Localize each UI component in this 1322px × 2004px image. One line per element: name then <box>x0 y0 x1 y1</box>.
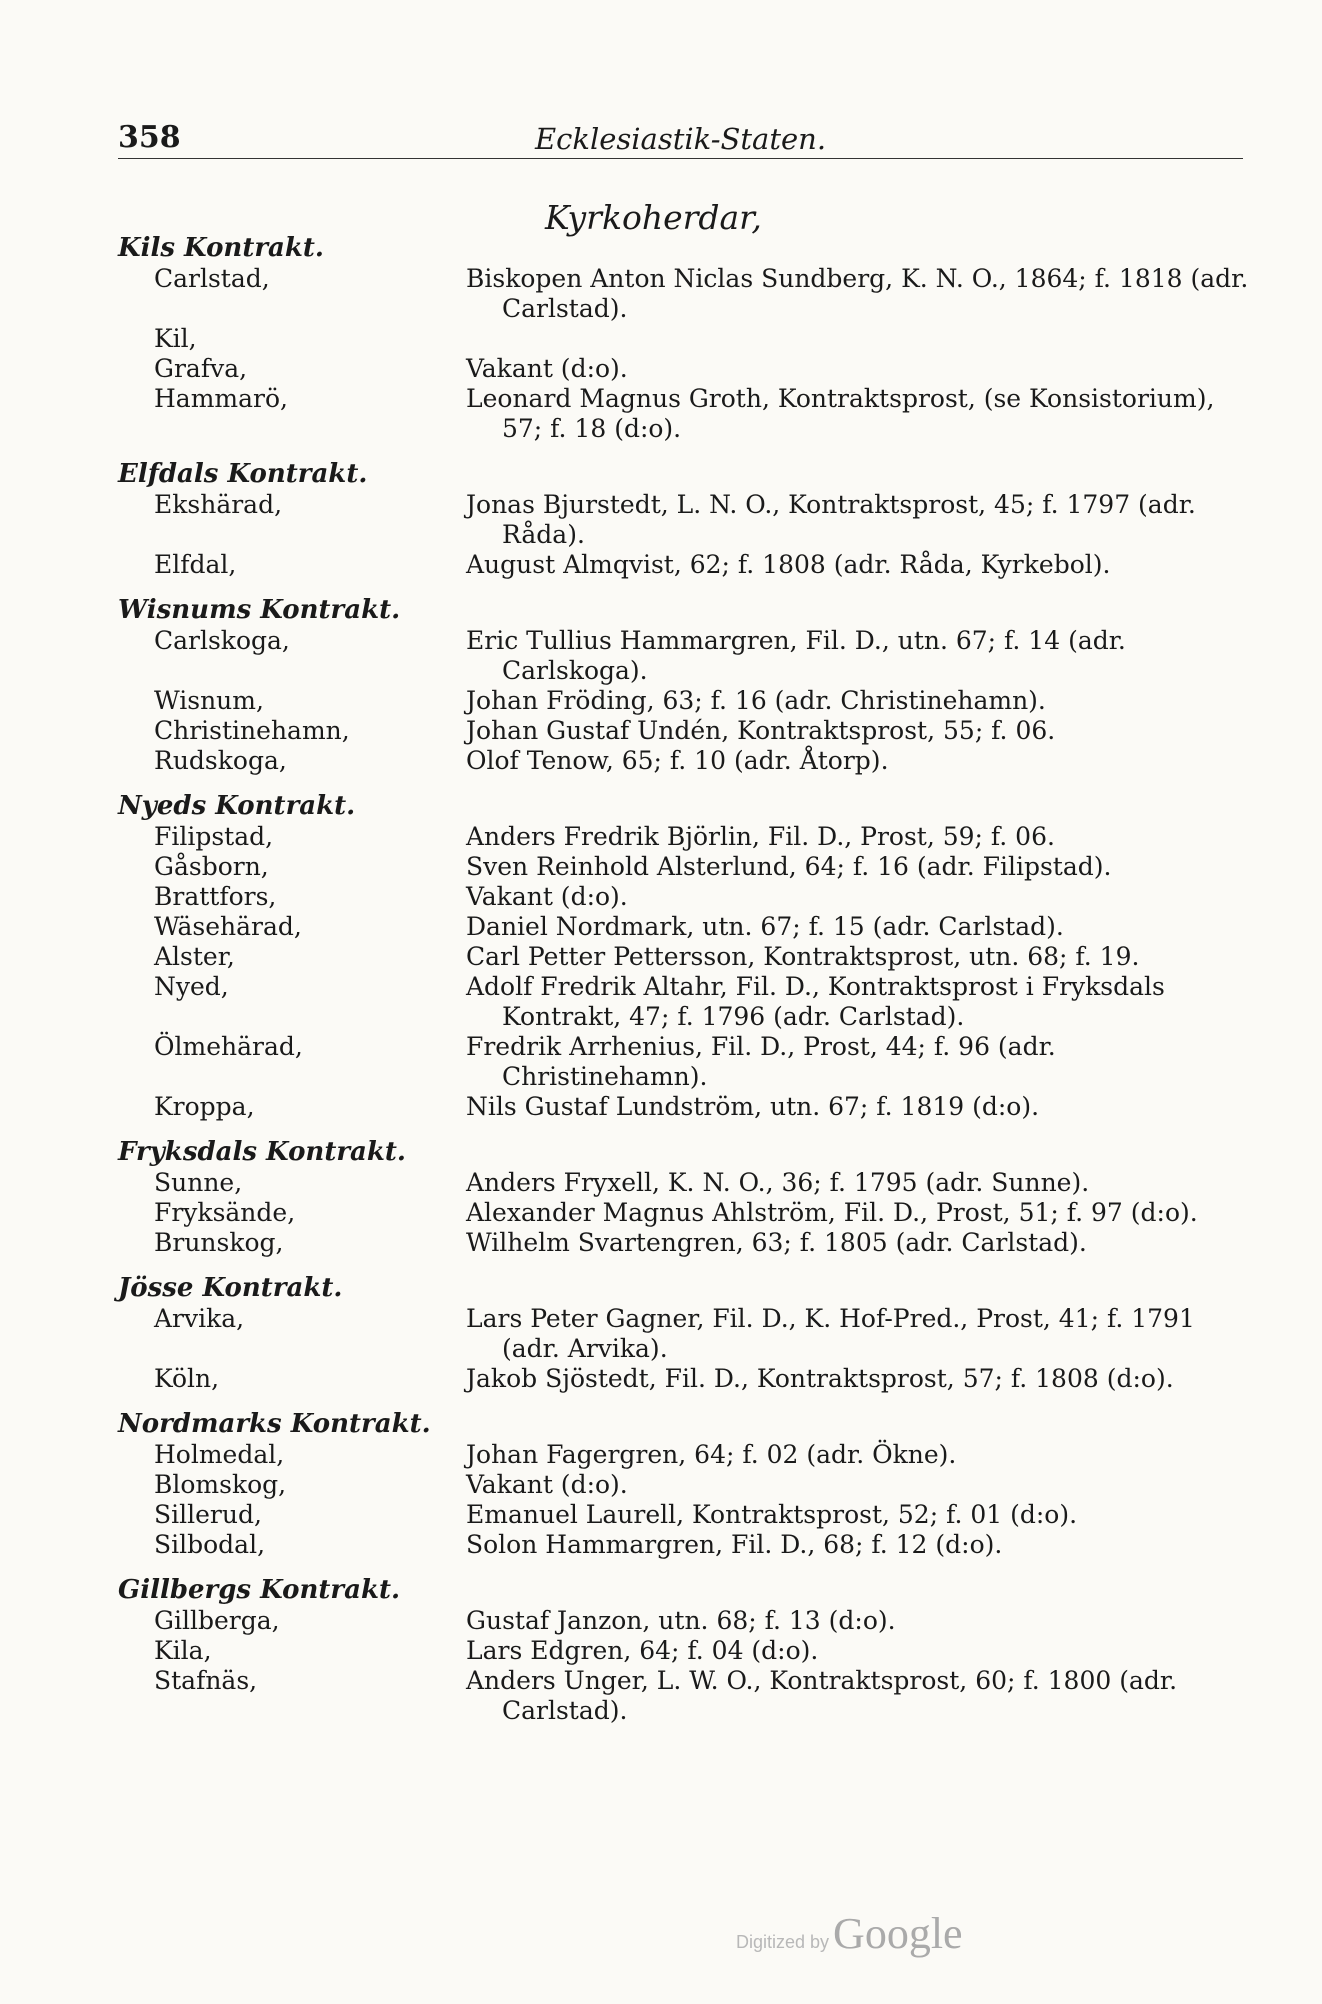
parish-entry <box>118 324 1253 354</box>
clergy-person: Alexander Magnus Ahlström, Fil. D., Prost, 51; f. 97 (d:o). <box>466 1198 1198 1227</box>
parish-name: Brattfors, <box>154 882 277 911</box>
parish-entry <box>118 1304 1253 1364</box>
parish-name: Wäsehärad, <box>154 912 302 941</box>
clergy-person: Nils Gustaf Lundström, utn. 67; f. 1819 (d:o). <box>466 1092 1040 1121</box>
clergy-person: Anders Fryxell, K. N. O., 36; f. 1795 (adr. Sunne). <box>466 1168 1090 1197</box>
kontrakt-heading: Fryksdals Kontrakt. <box>118 1137 406 1167</box>
clergy-person: Vakant (d:o). <box>466 1470 628 1499</box>
parish-entry <box>118 716 1253 746</box>
parish-entry <box>118 490 1253 550</box>
parish-name: Rudskoga, <box>154 746 287 775</box>
clergy-person: August Almqvist, 62; f. 1808 (adr. Råda, Kyrkebol). <box>466 550 1111 579</box>
parish-name: Gillberga, <box>154 1606 280 1635</box>
parish-entry <box>118 1440 1253 1470</box>
clergy-person: Gustaf Janzon, utn. 68; f. 13 (d:o). <box>466 1606 896 1635</box>
parish-entry <box>118 1032 1253 1092</box>
kontrakt-heading: Jösse Kontrakt. <box>118 1273 343 1303</box>
parish-name: Stafnäs, <box>154 1666 258 1695</box>
parish-entry <box>118 1092 1253 1122</box>
parish-entry <box>118 1364 1253 1394</box>
kontrakt-heading: Nordmarks Kontrakt. <box>118 1409 431 1439</box>
kontrakt-heading: Kils Kontrakt. <box>118 233 324 263</box>
parish-entry <box>118 264 1253 324</box>
digitized-watermark <box>736 1908 963 1959</box>
running-title: Ecklesiastik-Staten. <box>534 122 827 156</box>
clergy-person: Biskopen Anton Niclas Sundberg, K. N. O., 1864; f. 1818 (adr. Carlstad). <box>466 264 1249 323</box>
page-header <box>118 118 1243 159</box>
kontrakt-heading: Wisnums Kontrakt. <box>118 595 401 625</box>
parish-entry <box>118 354 1253 384</box>
parish-name: Grafva, <box>154 354 248 383</box>
parish-entry <box>118 1636 1253 1666</box>
clergy-person: Sven Reinhold Alsterlund, 64; f. 16 (adr. Filipstad). <box>466 852 1112 881</box>
clergy-person: Olof Tenow, 65; f. 10 (adr. Åtorp). <box>466 746 889 775</box>
kontrakt-heading: Elfdals Kontrakt. <box>118 459 368 489</box>
clergy-person: Vakant (d:o). <box>466 882 628 911</box>
parish-name: Sunne, <box>154 1168 243 1197</box>
parish-entry <box>118 746 1253 776</box>
parish-name: Carlskoga, <box>154 626 290 655</box>
clergy-person: Leonard Magnus Groth, Kontraktsprost, (se Konsistorium), 57; f. 18 (d:o). <box>466 384 1215 443</box>
parish-name: Sillerud, <box>154 1500 262 1529</box>
parish-entry <box>118 1470 1253 1500</box>
parish-entry <box>118 852 1253 882</box>
parish-entry <box>118 1228 1253 1258</box>
clergy-person: Johan Gustaf Undén, Kontraktsprost, 55; f. 06. <box>466 716 1056 745</box>
parish-name: Carlstad, <box>154 264 270 293</box>
parish-name: Gåsborn, <box>154 852 269 881</box>
parish-name: Wisnum, <box>154 686 264 715</box>
parish-name: Hammarö, <box>154 384 288 413</box>
clergy-person: Jonas Bjurstedt, L. N. O., Kontraktsprost, 45; f. 1797 (adr. Råda). <box>466 490 1196 549</box>
parish-name: Fryksände, <box>154 1198 296 1227</box>
clergy-person: Jakob Sjöstedt, Fil. D., Kontraktsprost, 57; f. 1808 (d:o). <box>466 1364 1174 1393</box>
parish-entry <box>118 912 1253 942</box>
parish-entry <box>118 626 1253 686</box>
parish-name: Köln, <box>154 1364 220 1393</box>
clergy-person: Anders Fredrik Björlin, Fil. D., Prost, 59; f. 06. <box>466 822 1055 851</box>
parish-entry <box>118 972 1253 1032</box>
parish-entry <box>118 1606 1253 1636</box>
parish-entry <box>118 1500 1253 1530</box>
column-heading: Kyrkoherdar, <box>545 198 762 237</box>
clergy-person: Carl Petter Pettersson, Kontraktsprost, utn. 68; f. 19. <box>466 942 1140 971</box>
parish-name: Elfdal, <box>154 550 237 579</box>
clergy-person: Vakant (d:o). <box>466 354 628 383</box>
page-number: 358 <box>118 120 181 155</box>
clergy-person: Anders Unger, L. W. O., Kontraktsprost, 60; f. 1800 (adr. Carlstad). <box>466 1666 1178 1725</box>
parish-entry <box>118 550 1253 580</box>
clergy-person: Johan Fagergren, 64; f. 02 (adr. Ökne). <box>466 1440 957 1469</box>
clergy-person: Solon Hammargren, Fil. D., 68; f. 12 (d:o). <box>466 1530 1003 1559</box>
parish-entry <box>118 1168 1253 1198</box>
clergy-person: Emanuel Laurell, Kontraktsprost, 52; f. 01 (d:o). <box>466 1500 1078 1529</box>
parish-entry <box>118 1530 1253 1560</box>
clergy-person: Johan Fröding, 63; f. 16 (adr. Christinehamn). <box>466 686 1046 715</box>
parish-name: Ölmehärad, <box>154 1032 303 1061</box>
parish-entry <box>118 822 1253 852</box>
parish-name: Arvika, <box>154 1304 245 1333</box>
clergy-person: Adolf Fredrik Altahr, Fil. D., Kontraktsprost i Fryksdals Kontrakt, 47; f. 1796 (adr. Carlstad). <box>466 972 1165 1031</box>
watermark-prefix: Digitized by <box>736 1932 830 1952</box>
parish-name: Brunskog, <box>154 1228 284 1257</box>
clergy-listing <box>118 232 1253 1726</box>
parish-name: Kil, <box>154 324 197 353</box>
parish-name: Christinehamn, <box>154 716 350 745</box>
parish-entry <box>118 882 1253 912</box>
parish-name: Alster, <box>154 942 235 971</box>
parish-entry <box>118 686 1253 716</box>
kontrakt-heading: Nyeds Kontrakt. <box>118 791 356 821</box>
parish-name: Blomskog, <box>154 1470 287 1499</box>
kontrakt-heading: Gillbergs Kontrakt. <box>118 1575 401 1605</box>
parish-name: Silbodal, <box>154 1530 266 1559</box>
clergy-person: Wilhelm Svartengren, 63; f. 1805 (adr. Carlstad). <box>466 1228 1087 1257</box>
clergy-person: Fredrik Arrhenius, Fil. D., Prost, 44; f. 96 (adr. Christinehamn). <box>466 1032 1056 1091</box>
clergy-person: Lars Peter Gagner, Fil. D., K. Hof-Pred., Prost, 41; f. 1791 (adr. Arvika). <box>466 1304 1195 1363</box>
parish-name: Filipstad, <box>154 822 274 851</box>
clergy-person: Eric Tullius Hammargren, Fil. D., utn. 67; f. 14 (adr. Carlskoga). <box>466 626 1126 685</box>
parish-name: Kroppa, <box>154 1092 255 1121</box>
google-logo: Google <box>833 1909 963 1958</box>
parish-name: Kila, <box>154 1636 212 1665</box>
parish-entry <box>118 1666 1253 1726</box>
parish-entry <box>118 942 1253 972</box>
clergy-person <box>410 324 1253 354</box>
parish-entry <box>118 384 1253 444</box>
parish-name: Ekshärad, <box>154 490 283 519</box>
parish-entry <box>118 1198 1253 1228</box>
clergy-person: Lars Edgren, 64; f. 04 (d:o). <box>466 1636 819 1665</box>
parish-name: Holmedal, <box>154 1440 285 1469</box>
clergy-person: Daniel Nordmark, utn. 67; f. 15 (adr. Carlstad). <box>466 912 1064 941</box>
parish-name: Nyed, <box>154 972 229 1001</box>
